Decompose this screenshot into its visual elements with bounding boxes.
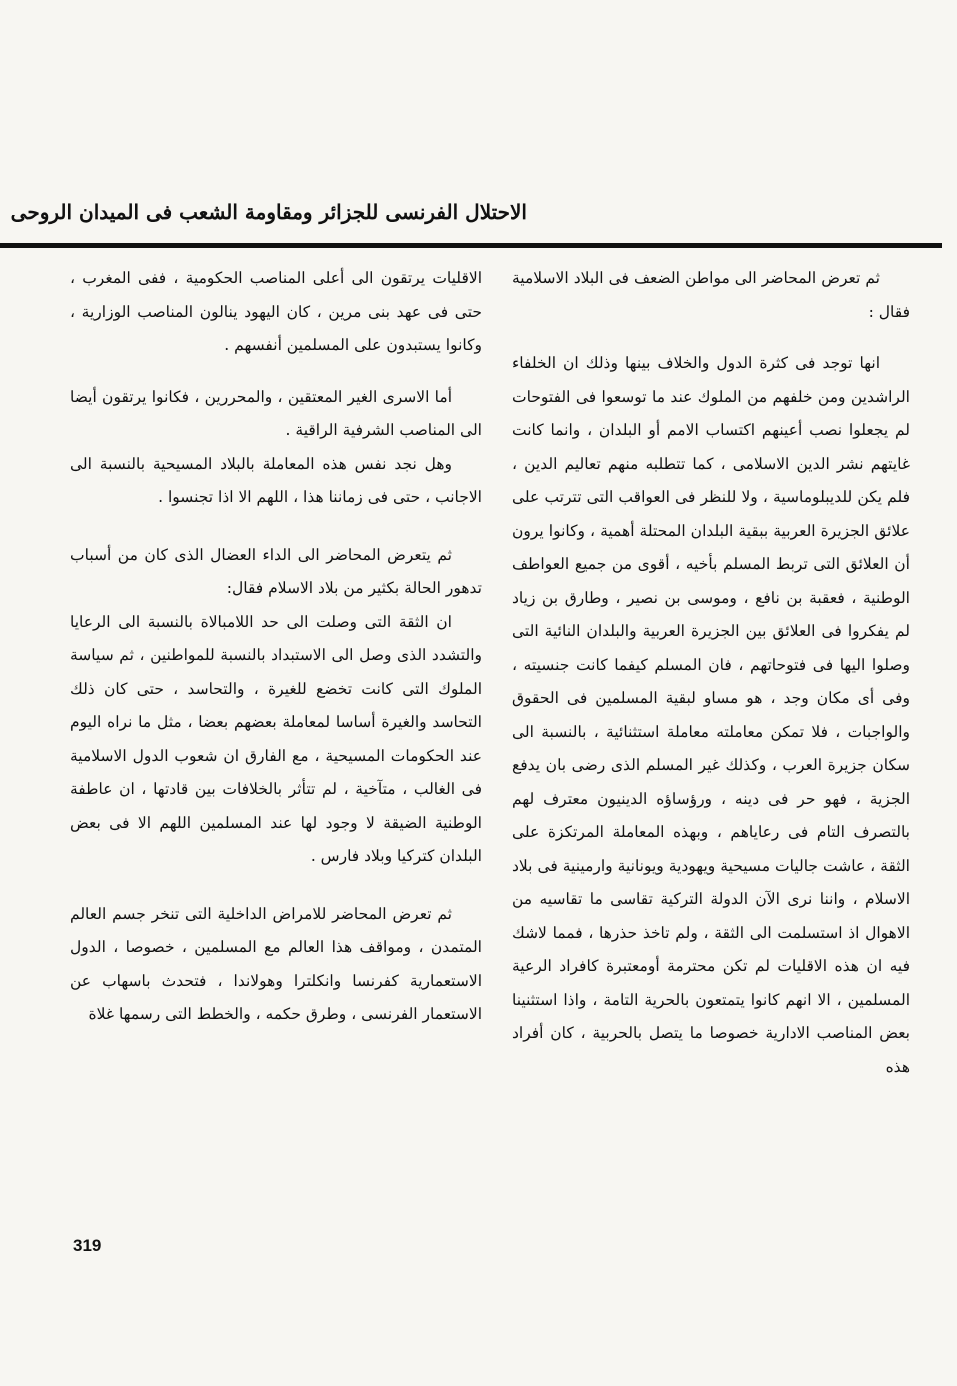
paragraph: أما الاسرى الغير المعتقين ، والمحررين ، فكانوا يرتقون أيضا الى المناصب الشرفية الراقية . — [70, 387, 482, 439]
paragraph: ان الثقة التى وصلت الى حد اللامبالاة بالنسبة الى الرعايا والتشدد الذى وصل الى الاستبداد بالنسبة للمواطنين ، ثم سياسة الملوك التى كانت تخضع للغيرة ، والتحاسد ، حتى كان ذلك التحاسد والغيرة أساسا لمعاملة بعضهم بعضا ، مثل ما نراه اليوم عند الحكومات المسيحية ، مع الفارق ان شعوب الدول الاسلامية فى الغالب ، متآخية ، لم تتأثر بالخلافات بين قادتها ، ان عاطفة الوطنية الضيقة لا وجود لها عند المسلمين اللهم الا فى بعض البلدان كتركيا وبلاد فارس . — [70, 612, 482, 865]
paragraph: ثم تعرض المحاضر الى مواطن الضعف فى البلاد الاسلامية فقال : — [512, 269, 910, 321]
paragraph: ثم تعرض المحاضر للامراض الداخلية التى تنخر جسم العالم المتمدن ، ومواقف هذا العالم مع المسلمين ، خصوصا ، الدول الاستعمارية كفرنسا وانكلترا وهولاندا ، فتحدث باسهاب عن الاستعمار الفرنسى ، وطرق حكمه ، والخطط التى رسمها غلاة — [70, 904, 482, 1023]
page-number: 319 — [73, 1236, 102, 1255]
header-rule — [0, 243, 942, 248]
paragraph: وهل نجد نفس هذه المعاملة بالبلاد المسيحية بالنسبة الى الاجانب ، حتى فى زماننا هذا ، اللهم الا اذا تجنسوا . — [70, 454, 482, 506]
left-column — [70, 262, 482, 1032]
right-column — [512, 262, 910, 1084]
paragraph: انها توجد فى كثرة الدول والخلاف بينها وذلك ان الخلفاء الراشدين ومن خلفهم من الملوك عند ما توسعوا فى الفتوحات لم يجعلوا نصب أعينهم اكتساب الامم أو البلدان ، وانما كانت غايتهم نشر الدين الاسلامى ، كما تتطلبه منهم تعاليم الدين ، فلم يكن للديبلوماسية ، ولا للنظر فى العواقب التى تترتب على علائق الجزيرة العربية ببقية البلدان المحتلة أهمية ، وكانوا يرون أن العلائق التى تربط المسلم بأخيه ، أقوى من جميع العواطف الوطنية ، فعقبة بن نافع ، وموسى بن نصير ، وطارق بن زياد لم يفكروا فى العلائق بين الجزيرة العربية والبلدان النائية التى وصلوا اليها فى فتوحاتهم ، فان المسلم كيفما كانت جنسيته ، وفى أى مكان وجد ، هو مساو لبقية المسلمين فى الحقوق والواجبات ، فلا تمكن معاملته معاملة استثنائية ، بالنسبة الى سكان جزيرة العرب ، وكذلك غير المسلم الذى رضى بان يدفع الجزية ، فهو حر فى دينه ، ورؤساؤه الدينيون معترف لهم بالتصرف التام فى رعاياهم ، وبهذه المعاملة المرتكزة على الثقة ، عاشت جاليات مسيحية ويهودية ويونانية وارمينية فى بلاد الاسلام ، واننا نرى الآن الدولة التركية تقاسى ما تقاسيه من الاهوال اذ استسلمت الى الثقة ، ولم تاخذ حذرها ، فمما لاشك فيه ان هذه الاقليات لم تكن محترمة أومعتبرة كافراد الرعية المسلمين ، الا انهم كانوا يتمتعون بالحرية التامة ، واذا استثنينا بعض المناصب الادارية خصوصا ما يتصل بالحربية ، كان أفراد هذه — [512, 354, 910, 1076]
paragraph: الاقليات يرتقون الى أعلى المناصب الحكومية ، ففى المغرب ، حتى فى عهد بنى مرين ، كان اليهود ينالون المناصب الوزارية ، وكانوا يستبدون على المسلمين أنفسهم . — [70, 269, 482, 354]
paragraph: ثم يتعرض المحاضر الى الداء العضال الذى كان من أسباب تدهور الحالة بكثير من بلاد الاسلام فقال: — [70, 545, 482, 597]
running-title: الاحتلال الفرنسى للجزائر ومقاومة الشعب فى الميدان الروحى — [10, 200, 527, 224]
